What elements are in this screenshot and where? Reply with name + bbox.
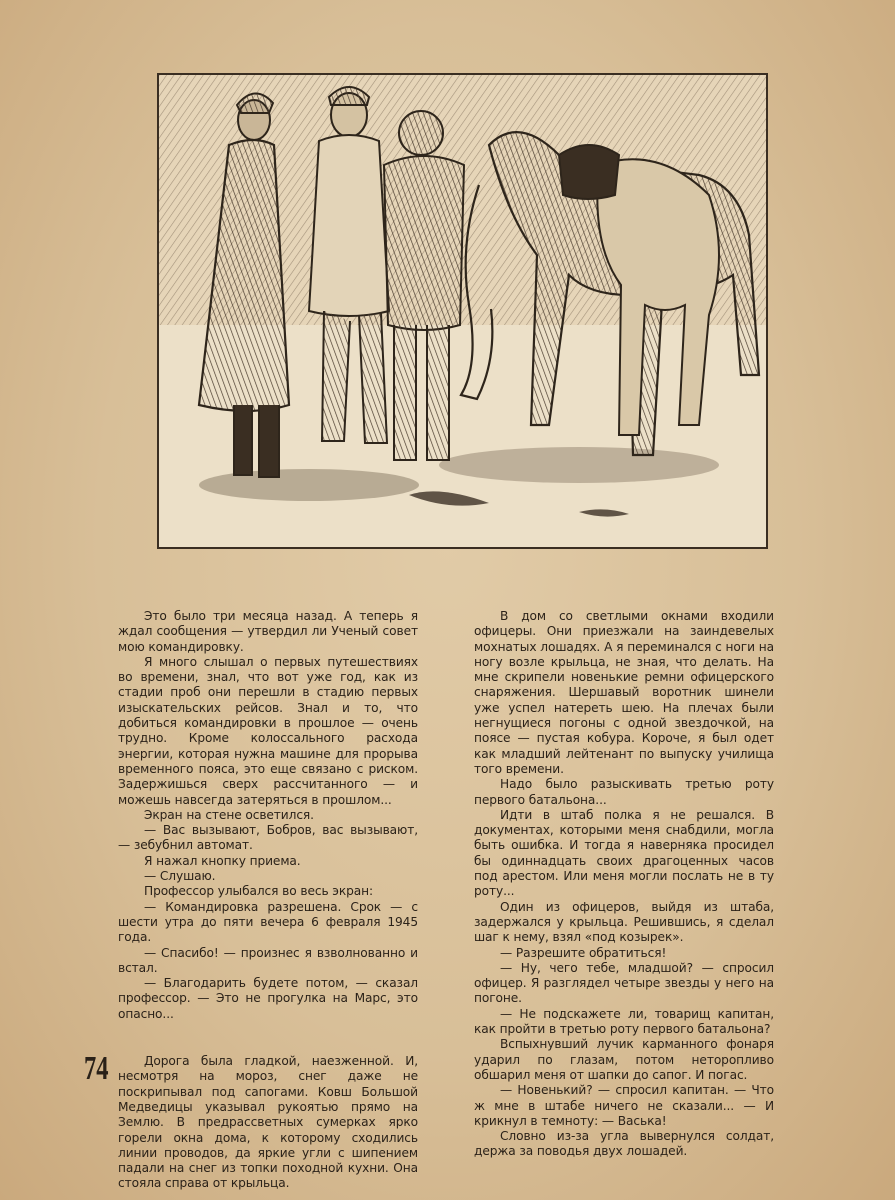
- paragraph: Экран на стене осветился.: [144, 807, 314, 822]
- paragraph: — Не подскажете ли, товарищ капитан, как пройти в третью роту первого батальона?: [474, 1006, 774, 1037]
- paragraph: — Командировка разрешена. Срок — с шести утра до пяти вечера 6 февраля 1945 года.: [118, 899, 418, 945]
- paragraph: Я нажал кнопку приема.: [144, 853, 301, 868]
- paragraph: — Благодарить будете потом, — сказал профессор. — Это не прогулка на Марс, это опасно...: [118, 976, 418, 1021]
- paragraph: Один из офицеров, выйдя из штаба, задержался у крыльца. Решившись, я сделал шаг к нему, взял «под козырек».: [474, 899, 774, 945]
- paragraph: Надо было разыскивать третью роту первого батальона...: [474, 777, 774, 807]
- paragraph: — Слушаю.: [144, 869, 216, 884]
- paragraph: — Новенький? — спросил капитан. — Что ж мне в штабе ничего не сказали... — И крикнул в темноту: — Васька!: [474, 1083, 774, 1128]
- paragraph: Словно из-за угла вывернулся солдат, держа за поводья двух лошадей.: [474, 1129, 774, 1159]
- page-number: 74: [84, 1050, 109, 1087]
- paragraph: — Вас вызывают, Бобров, вас вызывают, — зебубнил автомат.: [118, 823, 418, 853]
- paragraph: Профессор улыбался во весь экран:: [144, 884, 374, 899]
- paragraph: Вспыхнувший лучик карманного фонаря ударил по глазам, потом неторопливо обшарил меня от шапки до сапог. И погас.: [474, 1037, 774, 1082]
- paragraph: — Ну, чего тебе, младшой? — спросил офицер. Я разглядел четыре звезды у него на погоне.: [474, 960, 774, 1006]
- left-text-column: [118, 609, 418, 1192]
- paragraph: Это было три месяца назад. А теперь я ждал сообщения — утвердил ли Ученый совет мою командировку.: [118, 609, 418, 654]
- paragraph: Идти в штаб полка я не решался. В документах, которыми меня снабдили, могла быть ошибка. И тогда я наверняка просидел бы одиннадцать своих драгоценных часов под арестом. Или меня могли послать не в ту роту...: [474, 807, 774, 899]
- paragraph: Я много слышал о первых путешествиях во времени, знал, что вот уже год, как из стадии проб они перешли в стадию первых изыскательских рейсов. Знал и то, что добиться командировки в прошлое — очень трудно. Кроме колоссального расхода энергии, которая нужна машине для прорыва временного пояса, это еще связано с риском. Задержишься сверх рассчитанного — и можешь навсегда затеряться в прошлом...: [118, 654, 418, 807]
- right-text-column: [474, 609, 774, 1160]
- illustration-frame: [157, 73, 768, 549]
- horses-and-soldiers-illustration-icon: [159, 75, 766, 547]
- paragraph: — Спасибо! — произнес я взволнованно и встал.: [118, 945, 418, 975]
- paragraph: — Разрешите обратиться!: [500, 945, 667, 960]
- paragraph: Дорога была гладкой, наезженной. И, несмотря на мороз, снег даже не поскрипывал под сапогами. Ковш Большой Медведицы указывал рукоятью прямо на Землю. В предрассветных сумерках ярко горели окна дома, к которому сходились линии проводов, да яркие угли с шипением падали на снег из топки походной кухни. Она стояла справа от крыльца.: [118, 1054, 418, 1191]
- section-break: [118, 1022, 418, 1054]
- paragraph: В дом со светлыми окнами входили офицеры. Они приезжали на заиндевелых мохнатых лошадях. А я переминался с ноги на ногу возле крыльца, не зная, что делать. На мне скрипели новенькие ремни офицерского снаряжения. Шершавый воротник шинели уже успел натереть шею. На плечах были негнущиеся погоны с одной звездочкой, на поясе — пустая кобура. Короче, я был одет как младший лейтенант по выпуску училища того времени.: [474, 609, 774, 776]
